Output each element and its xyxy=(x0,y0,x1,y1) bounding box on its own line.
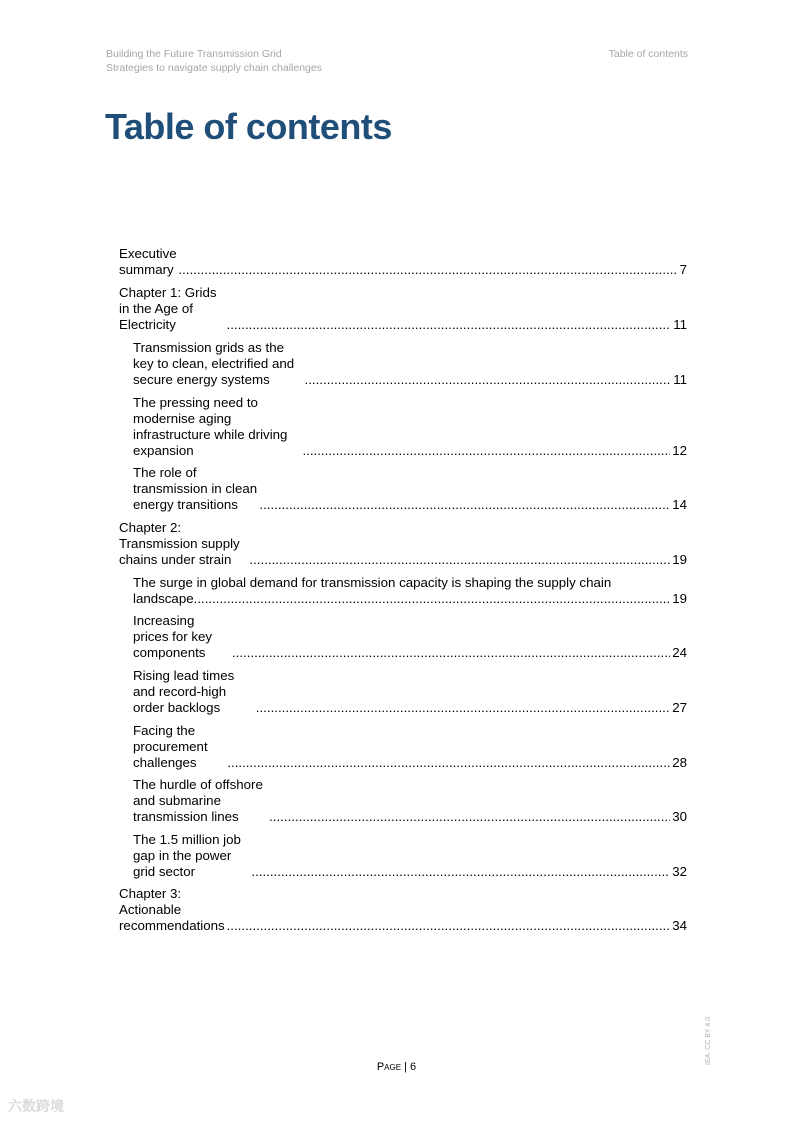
toc-leader-dots xyxy=(227,317,672,333)
toc-leader-dots xyxy=(269,809,670,825)
toc-entry[interactable] xyxy=(119,285,687,333)
toc-entry-page: 12 xyxy=(672,442,687,458)
toc-subentry[interactable] xyxy=(119,777,687,825)
toc-entry-title-line2: landscape xyxy=(133,590,194,606)
toc-entry-page: 11 xyxy=(673,372,687,387)
toc-entry-page: 32 xyxy=(672,863,687,879)
toc-entry[interactable] xyxy=(119,520,687,568)
toc-entry-title: Transmission grids as the key to clean, electrified and secure energy systems xyxy=(133,340,295,387)
toc-entry-title: Chapter 3: Actionable recommendations xyxy=(119,886,225,934)
header-doc-title: Building the Future Transmission Grid xyxy=(106,48,282,60)
toc-entry-title: Chapter 1: Grids in the Age of Electricity xyxy=(119,285,217,332)
toc-entry-page: 27 xyxy=(672,699,687,715)
header-doc-subtitle: Strategies to navigate supply chain challenges xyxy=(106,62,322,74)
toc-leader-dots xyxy=(227,918,671,934)
toc-subentry[interactable] xyxy=(119,340,687,388)
toc-entry[interactable] xyxy=(119,886,687,934)
toc-entry-page: 34 xyxy=(672,918,687,934)
page-number: 6 xyxy=(410,1061,417,1073)
toc-entry-title: The hurdle of offshore and submarine transmission lines xyxy=(133,777,263,825)
toc-entry-page: 11 xyxy=(673,317,687,332)
toc-subentry[interactable] xyxy=(119,668,687,716)
toc-subentry[interactable] xyxy=(119,465,687,513)
toc-entry-page: 28 xyxy=(672,754,687,770)
page-label: Page xyxy=(376,1061,402,1073)
page-title: Table of contents xyxy=(105,106,392,147)
toc-leader-dots xyxy=(259,497,670,513)
watermark: 六数跨境 xyxy=(8,1098,64,1114)
toc-entry-title: Chapter 2: Transmission supply chains under strain xyxy=(119,519,240,567)
toc-entry-title: The 1.5 million job gap in the power grid sector xyxy=(133,831,241,879)
toc-entry-title: Executive summary xyxy=(119,246,177,277)
toc-entry-page: 30 xyxy=(672,809,687,825)
toc-leader-dots xyxy=(194,591,671,607)
page-footer xyxy=(0,1061,793,1073)
toc-entry-title: Facing the procurement challenges xyxy=(133,722,208,770)
toc-entry[interactable] xyxy=(119,246,687,278)
toc-entry-title: Rising lead times and record-high order backlogs xyxy=(133,667,235,715)
toc-subentry[interactable] xyxy=(119,575,687,607)
toc-subentry[interactable] xyxy=(119,723,687,771)
toc-entry-page: 24 xyxy=(672,645,687,661)
toc-entry-page: 19 xyxy=(672,551,687,567)
license-credit: IEA. CC BY 4.0. xyxy=(705,1014,712,1065)
toc-entry-page: 19 xyxy=(672,590,687,606)
toc-entry-title-line1: The surge in global demand for transmission capacity is shaping the supply chain xyxy=(133,574,612,590)
toc-subentry[interactable] xyxy=(119,395,687,459)
header-section-name: Table of contents xyxy=(608,48,688,60)
toc-entry-page: 14 xyxy=(672,497,687,513)
toc-leader-dots xyxy=(256,700,670,716)
toc-leader-dots xyxy=(302,443,670,459)
toc-entry-title: The pressing need to modernise aging infrastructure while driving expansion xyxy=(133,394,288,458)
toc-entry-title: Increasing prices for key components xyxy=(133,613,213,661)
toc-subentry[interactable] xyxy=(119,613,687,661)
toc-leader-dots xyxy=(227,755,670,771)
toc-entry-page: 7 xyxy=(679,262,687,277)
toc-leader-dots xyxy=(249,552,670,568)
table-of-contents xyxy=(119,246,687,941)
toc-leader-dots xyxy=(251,864,670,880)
toc-leader-dots xyxy=(232,645,670,661)
toc-leader-dots xyxy=(305,372,672,388)
toc-subentry[interactable] xyxy=(119,832,687,880)
running-header xyxy=(106,47,322,75)
page-separator: | xyxy=(404,1061,407,1073)
toc-leader-dots xyxy=(178,262,677,278)
toc-entry-title: The role of transmission in clean energy transitions xyxy=(133,465,258,513)
